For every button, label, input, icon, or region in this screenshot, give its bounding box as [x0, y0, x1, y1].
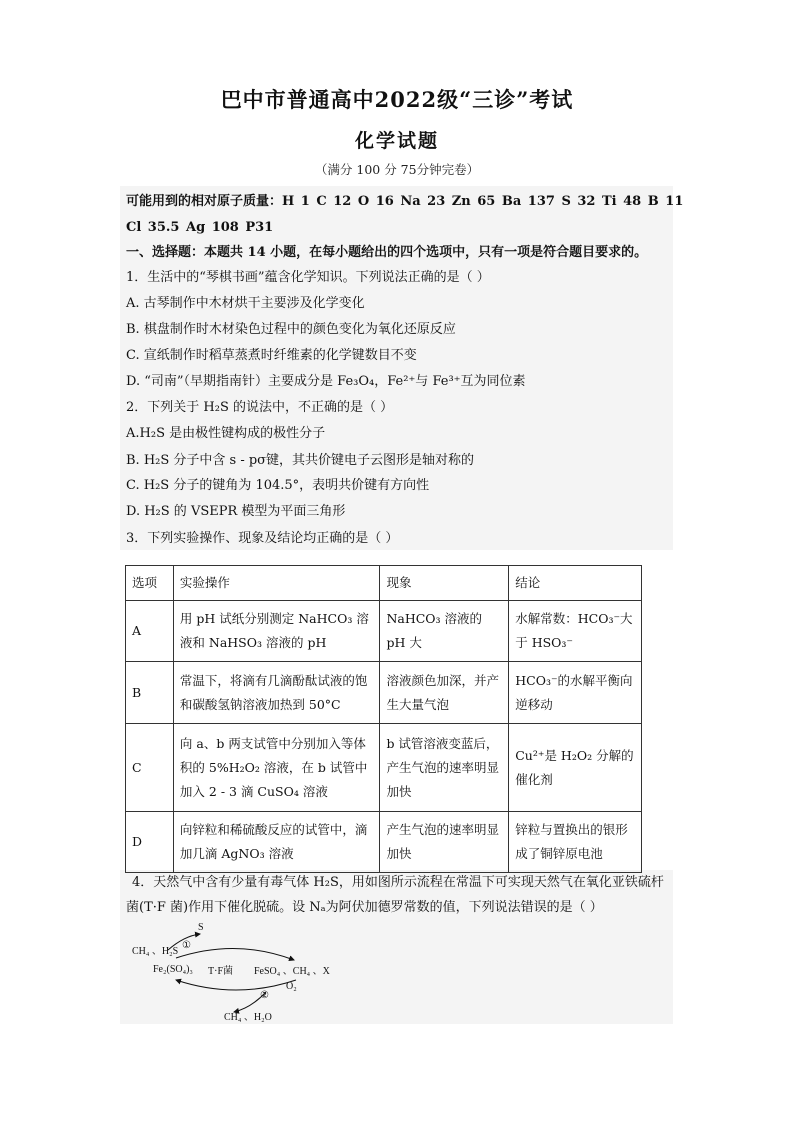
step-2-label: ②	[260, 990, 269, 1001]
table-cell: 向 a、b 两支试管中分别加入等体积的 5%H₂O₂ 溶液，在 b 试管中加入 2 - 3 滴 CuSO₄ 溶液	[173, 724, 380, 812]
table-header-cell: 实验操作	[173, 566, 380, 601]
table-cell: D	[126, 812, 174, 873]
page-title: 巴中市普通高中2022级“三诊”考试	[220, 87, 574, 112]
table-cell: A	[126, 601, 174, 662]
exam-info: （满分 100 分 75分钟完卷）	[314, 162, 480, 177]
right-species-label: FeSO₄ 、CH₄ 、X	[254, 966, 330, 977]
outlet-label: CH₄ 、H₂O	[224, 1012, 272, 1023]
flow-diagram-svg	[126, 918, 346, 1023]
table-cell: HCO₃⁻的水解平衡向逆移动	[509, 662, 642, 724]
table-row	[126, 812, 642, 873]
atomic-masses-line1: 可能用到的相对原子质量：H 1 C 12 O 16 Na 23 Zn 65 Ba 137 S 32 Ti 48 B 11	[126, 194, 684, 209]
content-background-top	[120, 186, 673, 550]
table-cell: NaHCO₃ 溶液的 pH 大	[380, 601, 509, 662]
table-cell: Cu²⁺是 H₂O₂ 分解的催化剂	[509, 724, 642, 812]
table-cell: 产生气泡的速率明显加快	[380, 812, 509, 873]
table-header-row	[126, 566, 642, 601]
reaction-2-arrow	[176, 980, 296, 990]
question-2-option-b: B. H₂S 分子中含 s - pσ键，其共价键电子云图形是轴对称的	[126, 453, 475, 468]
table-row	[126, 724, 642, 812]
inlet-label: CH₄ 、H₂S	[132, 946, 179, 957]
table-cell: 向锌粒和稀硫酸反应的试管中，滴加几滴 AgNO₃ 溶液	[173, 812, 380, 873]
table-header-cell: 选项	[126, 566, 174, 601]
question-1-option-a: A. 古琴制作中木材烘干主要涉及化学变化	[126, 296, 365, 311]
table-cell: C	[126, 724, 174, 812]
table-cell: 溶液颜色加深，并产生大量气泡	[380, 662, 509, 724]
desulfurization-diagram	[126, 918, 346, 1027]
table-cell: b 试管溶液变蓝后，产生气泡的速率明显加快	[380, 724, 509, 812]
reaction-1-arrow	[176, 948, 294, 960]
question-1-stem: 1．生活中的“琴棋书画”蕴含化学知识。下列说法正确的是（ ）	[126, 270, 490, 285]
table-cell: 用 pH 试纸分别测定 NaHCO₃ 溶液和 NaHSO₃ 溶液的 pH	[173, 601, 380, 662]
page-subtitle: 化学试题	[354, 130, 439, 152]
oxygen-label: O₂	[286, 981, 297, 992]
question-4-stem-line1: 4．天然气中含有少量有毒气体 H₂S，用如图所示流程在常温下可实现天然气在氧化亚铁硫杆	[132, 875, 664, 890]
experiment-table	[125, 565, 642, 873]
sulfur-label: S	[198, 922, 204, 933]
question-4-stem-line2: 菌(T·F 菌)作用下催化脱硫。设 Nₐ为阿伏加德罗常数的值，下列说法错误的是（ ）	[126, 900, 603, 915]
question-1-option-c: C. 宣纸制作时稻草蒸煮时纤维素的化学键数目不变	[126, 348, 417, 363]
table-cell: B	[126, 662, 174, 724]
bacteria-label: T·F菌	[208, 966, 233, 977]
table-row	[126, 662, 642, 724]
question-2-option-d: D. H₂S 的 VSEPR 模型为平面三角形	[126, 504, 346, 519]
section-heading: 一、选择题：本题共 14 小题，在每小题给出的四个选项中，只有一项是符合题目要求的。	[126, 245, 648, 260]
question-3-stem: 3．下列实验操作、现象及结论均正确的是（ ）	[126, 531, 399, 546]
question-2-option-c: C. H₂S 分子的键角为 104.5°，表明共价键有方向性	[126, 478, 430, 493]
left-species-label: Fe₂(SO₄)₃	[153, 964, 193, 975]
question-1-option-d: D. “司南”（早期指南针）主要成分是 Fe₃O₄，Fe²⁺与 Fe³⁺互为同位素	[126, 374, 526, 389]
table-cell: 水解常数：HCO₃⁻大于 HSO₃⁻	[509, 601, 642, 662]
table-header-cell: 结论	[509, 566, 642, 601]
atomic-masses-line2: Cl 35.5 Ag 108 P31	[126, 220, 274, 235]
step-1-label: ①	[182, 940, 191, 951]
question-2-option-a: A.H₂S 是由极性键构成的极性分子	[126, 426, 326, 441]
question-2-stem: 2．下列关于 H₂S 的说法中，不正确的是（ ）	[126, 400, 394, 415]
table-cell: 常温下，将滴有几滴酚酞试液的饱和碳酸氢钠溶液加热到 50°C	[173, 662, 380, 724]
table-header-cell: 现象	[380, 566, 509, 601]
question-1-option-b: B. 棋盘制作时木材染色过程中的颜色变化为氧化还原反应	[126, 322, 456, 337]
table-cell: 锌粒与置换出的银形成了铜锌原电池	[509, 812, 642, 873]
table-row	[126, 601, 642, 662]
